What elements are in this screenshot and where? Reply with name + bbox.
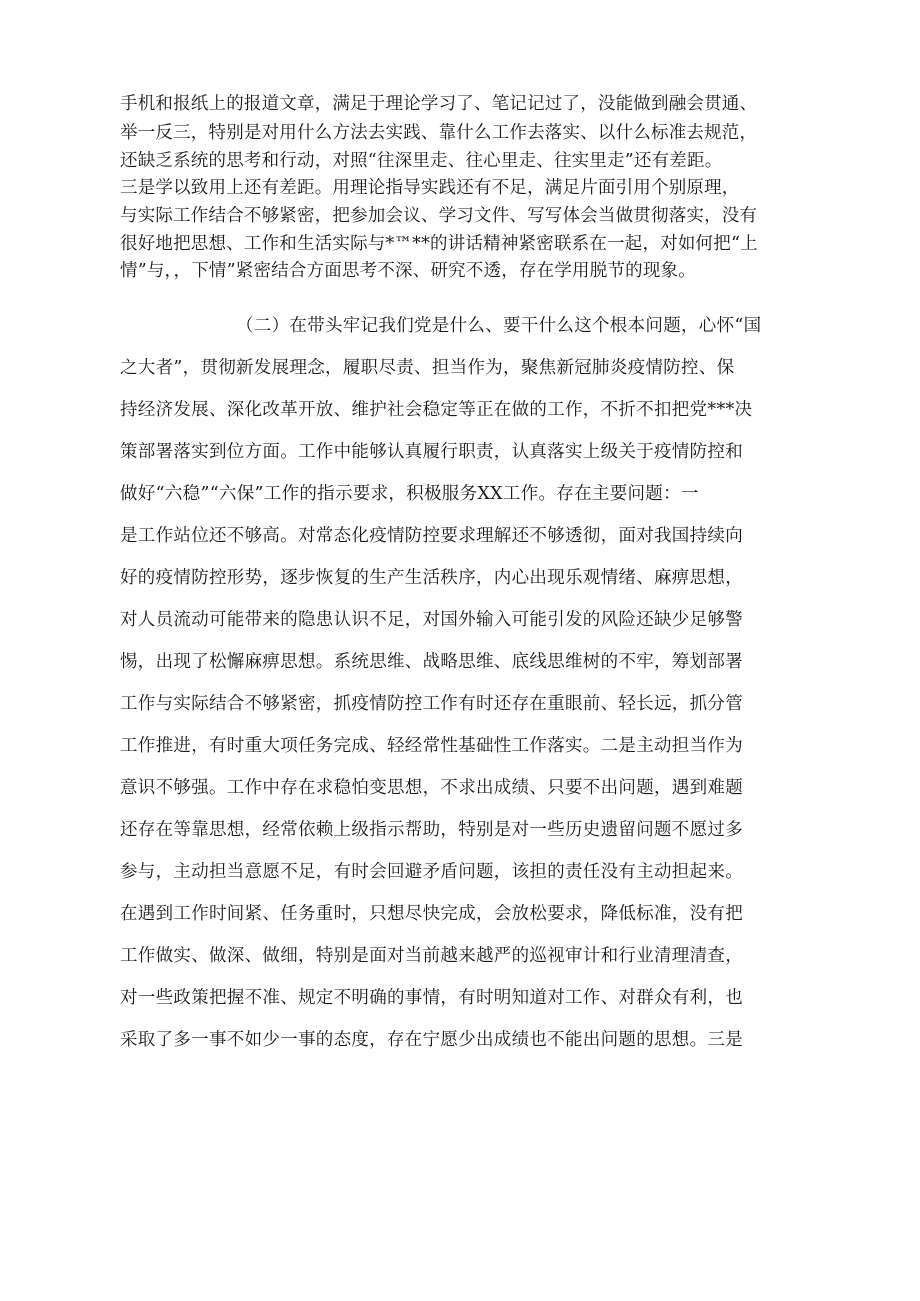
text-line: 手机和报纸上的报道文章，满足于理论学习了、笔记记过了，没能做到融会贯通、 (120, 94, 758, 114)
text-line: 参与，主动担当意愿不足，有时会回避矛盾问题，该担的责任没有主动担起来。 (120, 862, 743, 882)
section-heading-line: （二）在带头牢记我们党是什么、要干什么这个根本问题，心怀“国 (236, 316, 762, 336)
text-line: 好的疫情防控形势，逐步恢复的生产生活秩序，内心出现乐观情绪、麻痹思想， (120, 568, 743, 588)
text-line: 是工作站位还不够高。对常态化疫情防控要求理解还不够透彻，面对我国持续向 (120, 526, 743, 546)
text-line: 举一反三，特别是对用什么方法去实践、靠什么工作去落实、以什么标准去规范， (120, 123, 758, 143)
text-line: 工作做实、做深、做细，特别是面对当前越来越严的巡视审计和行业清理清查， (120, 946, 743, 966)
text-line: 策部署落实到位方面。工作中能够认真履行职责，认真落实上级关于疫情防控和 (120, 442, 743, 462)
text-line: 三是学以致用上还有差距。用理论指导实践还有不足，满足片面引用个别原理， (120, 178, 740, 198)
text-line: 持经济发展、深化改革开放、维护社会稳定等正在做的工作，不折不扣把党***决 (120, 400, 753, 420)
text-line: 工作推进，有时重大项任务完成、轻经常性基础性工作落实。二是主动担当作为 (120, 736, 743, 756)
text-line: 与实际工作结合不够紧密，把参加会议、学习文件、写写体会当做贯彻落实，没有 (120, 206, 758, 226)
text-line: 做好“六稳”“六保”工作的指示要求，积极服务XX工作。存在主要问题：一 (120, 484, 699, 504)
text-line: 工作与实际结合不够紧密，抓疫情防控工作有时还存在重眼前、轻长远，抓分管 (120, 694, 743, 714)
text-line: 对一些政策把握不准、规定不明确的事情，有时明知道对工作、对群众有利，也 (120, 988, 743, 1008)
text-line: 情”与，，下情”紧密结合方面思考不深、研究不透，存在学用脱节的现象。 (120, 261, 696, 281)
text-line: 惕，出现了松懈麻痹思想。系统思维、战略思维、底线思维树的不牢，筹划部署 (120, 652, 743, 672)
text-line: 还存在等靠思想，经常依赖上级指示帮助，特别是对一些历史遗留问题不愿过多 (120, 820, 743, 840)
text-line: 很好地把思想、工作和生活实际与*™**的讲话精神紧密联系在一起，对如何把“上 (120, 234, 758, 254)
text-line: 还缺乏系统的思考和行动，对照“往深里走、往心里走、往实里走”还有差距。 (120, 151, 723, 171)
text-line: 对人员流动可能带来的隐患认识不足，对国外输入可能引发的风险还缺少足够警 (120, 610, 743, 630)
text-line: 意识不够强。工作中存在求稳怕变思想，不求出成绩、只要不出问题，遇到难题 (120, 778, 743, 798)
text-line: 在遇到工作时间紧、任务重时，只想尽快完成，会放松要求，降低标准，没有把 (120, 904, 743, 924)
text-line: 之大者”，贯彻新发展理念，履职尽责、担当作为，聚焦新冠肺炎疫情防控、保 (120, 358, 735, 378)
text-line: 采取了多一事不如少一事的态度，存在宁愿少出成绩也不能出问题的思想。三是 (120, 1030, 743, 1050)
